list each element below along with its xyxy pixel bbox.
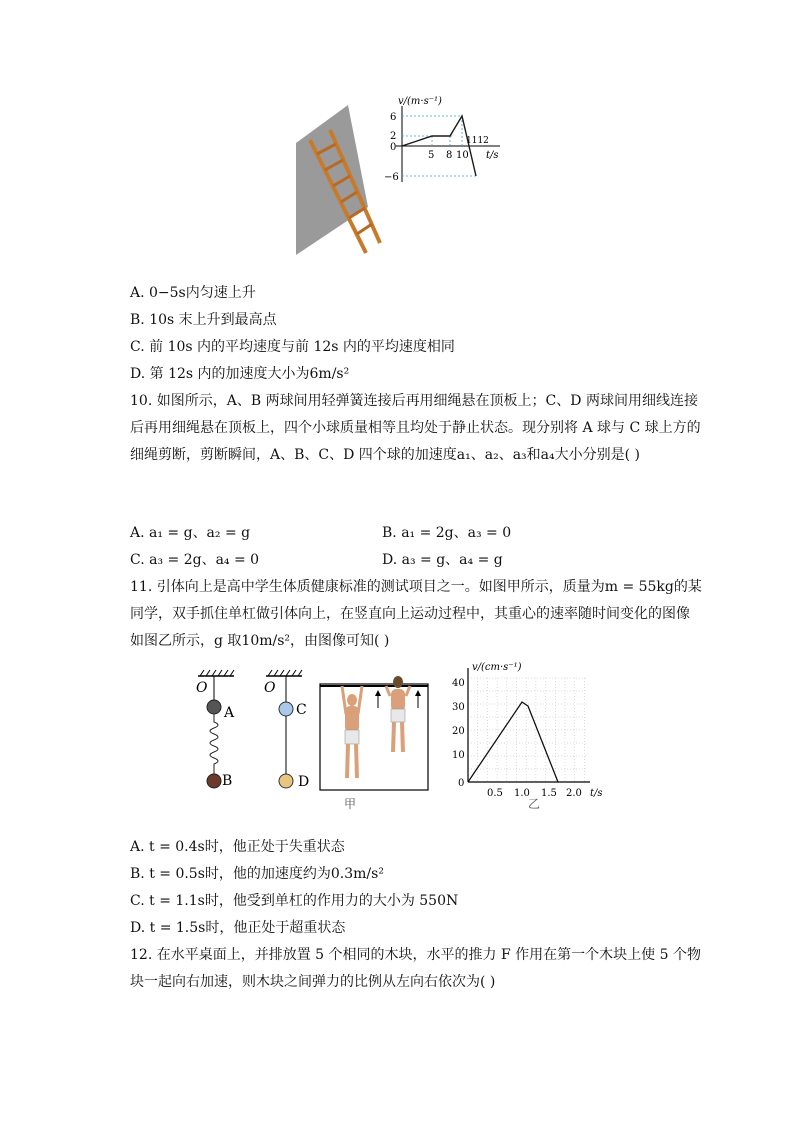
vt-tick-2: 2 xyxy=(390,131,397,142)
q10-line-2: 后再用细绳悬在顶板上，四个小球质量相等且均处于静止状态。现分别将 A 球与 C 球上方的 xyxy=(130,420,701,436)
label-jia: 甲 xyxy=(344,797,357,811)
vt-yi-ytick-40: 40 xyxy=(452,678,465,689)
q10-line-3: 细绳剪断，剪断瞬间，A、B、C、D 四个球的加速度a₁、a₂、a₃和a₄大小分别是( ) xyxy=(130,447,640,463)
vt-tick-neg6: −6 xyxy=(384,172,399,183)
label-b: B xyxy=(222,773,233,789)
vt-xtick-8: 8 xyxy=(446,150,453,161)
q9-option-d: D. 第 12s 内的加速度大小为6m/s² xyxy=(130,366,350,382)
vt-yi-ytick-0: 0 xyxy=(458,778,465,789)
vt-tick-6: 6 xyxy=(390,112,397,123)
q11-option-b: B. t = 0.5s时，他的加速度约为0.3m/s² xyxy=(130,866,384,882)
vt-graph-yi xyxy=(448,660,608,812)
vt-yi-ytick-10: 10 xyxy=(452,750,465,761)
q11-option-c: C. t = 1.1s时，他受到单杠的作用力的大小为 550N xyxy=(130,893,459,909)
vt-yi-curve xyxy=(468,702,558,782)
vt-xtick-1112: 1112 xyxy=(466,136,489,146)
q10-option-c: C. a₃ = 2g、a₄ = 0 xyxy=(130,552,260,568)
vt-graph-top xyxy=(380,92,520,187)
label-o-2: O xyxy=(264,680,276,696)
vt-yi-ytick-20: 20 xyxy=(452,726,465,737)
label-d: D xyxy=(298,774,310,790)
ceiling-1-hatch xyxy=(200,670,234,676)
label-o-1: O xyxy=(196,680,208,696)
vt-yi-grid xyxy=(468,678,586,782)
q11-line-3: 如图乙所示，g 取10m/s²，由图像可知( ) xyxy=(130,633,390,649)
ball-c xyxy=(279,702,293,716)
q9-option-a: A. 0−5s内匀速上升 xyxy=(130,285,256,301)
label-c: C xyxy=(296,702,307,718)
vt-xtick-10: 10 xyxy=(456,150,469,161)
ceiling-2-hatch xyxy=(268,670,302,676)
q12-line-2: 块一起向右加速，则木块之间弹力的比例从左向右依次为( ) xyxy=(130,974,496,990)
vt-graph-x-label: t/s xyxy=(486,150,499,161)
vt-tick-0: 0 xyxy=(390,142,397,153)
pullup-figure xyxy=(316,672,436,812)
ball-systems-figure xyxy=(192,668,322,798)
ball-a xyxy=(207,700,221,714)
ball-d xyxy=(279,774,293,788)
q11-option-a: A. t = 0.4s时，他正处于失重状态 xyxy=(130,839,345,855)
vt-yi-xtick-10: 1.0 xyxy=(514,788,530,799)
label-yi: 乙 xyxy=(528,797,541,811)
vt-yi-ytick-30: 30 xyxy=(452,702,465,713)
q12-line-1: 12. 在水平桌面上，并排放置 5 个相同的木块，水平的推力 F 作用在第一个木块上使 5 个物 xyxy=(130,947,701,963)
vt-yi-xtick-05: 0.5 xyxy=(487,788,503,799)
label-a: A xyxy=(224,705,235,721)
vt-yi-y-label: v/(cm·s⁻¹) xyxy=(472,662,522,673)
vt-yi-xtick-20: 2.0 xyxy=(566,788,582,799)
vt-xtick-5: 5 xyxy=(428,150,435,161)
vt-yi-xtick-15: 1.5 xyxy=(541,788,557,799)
ball-b xyxy=(207,774,221,788)
q11-line-2: 同学，双手抓住单杠做引体向上，在竖直向上运动过程中，其重心的速率随时间变化的图像 xyxy=(130,606,690,622)
q9-option-c: C. 前 10s 内的平均速度与前 12s 内的平均速度相同 xyxy=(130,339,455,355)
q10-option-b: B. a₁ = 2g、a₃ = 0 xyxy=(382,525,512,541)
person-pulled-up xyxy=(375,676,421,752)
q11-option-d: D. t = 1.5s时，他正处于超重状态 xyxy=(130,920,346,936)
spring xyxy=(210,714,218,774)
q10-line-1: 10. 如图所示，A、B 两球间用轻弹簧连接后再用细绳悬在顶板上；C、D 两球间用细线连接 xyxy=(130,393,698,409)
q11-line-1: 11. 引体向上是高中学生体质健康标准的测试项目之一。如图甲所示，质量为m = 55kg的某 xyxy=(130,579,702,595)
vt-yi-x-label: t/s xyxy=(590,788,603,799)
q10-option-a: A. a₁ = g、a₂ = g xyxy=(130,525,251,541)
q10-option-d: D. a₃ = g、a₄ = g xyxy=(382,552,503,568)
pullup-frame xyxy=(320,684,428,790)
q9-option-b: B. 10s 末上升到最高点 xyxy=(130,312,277,328)
vt-graph-y-label: v/(m·s⁻¹) xyxy=(398,96,442,107)
person-hanging xyxy=(342,686,362,778)
